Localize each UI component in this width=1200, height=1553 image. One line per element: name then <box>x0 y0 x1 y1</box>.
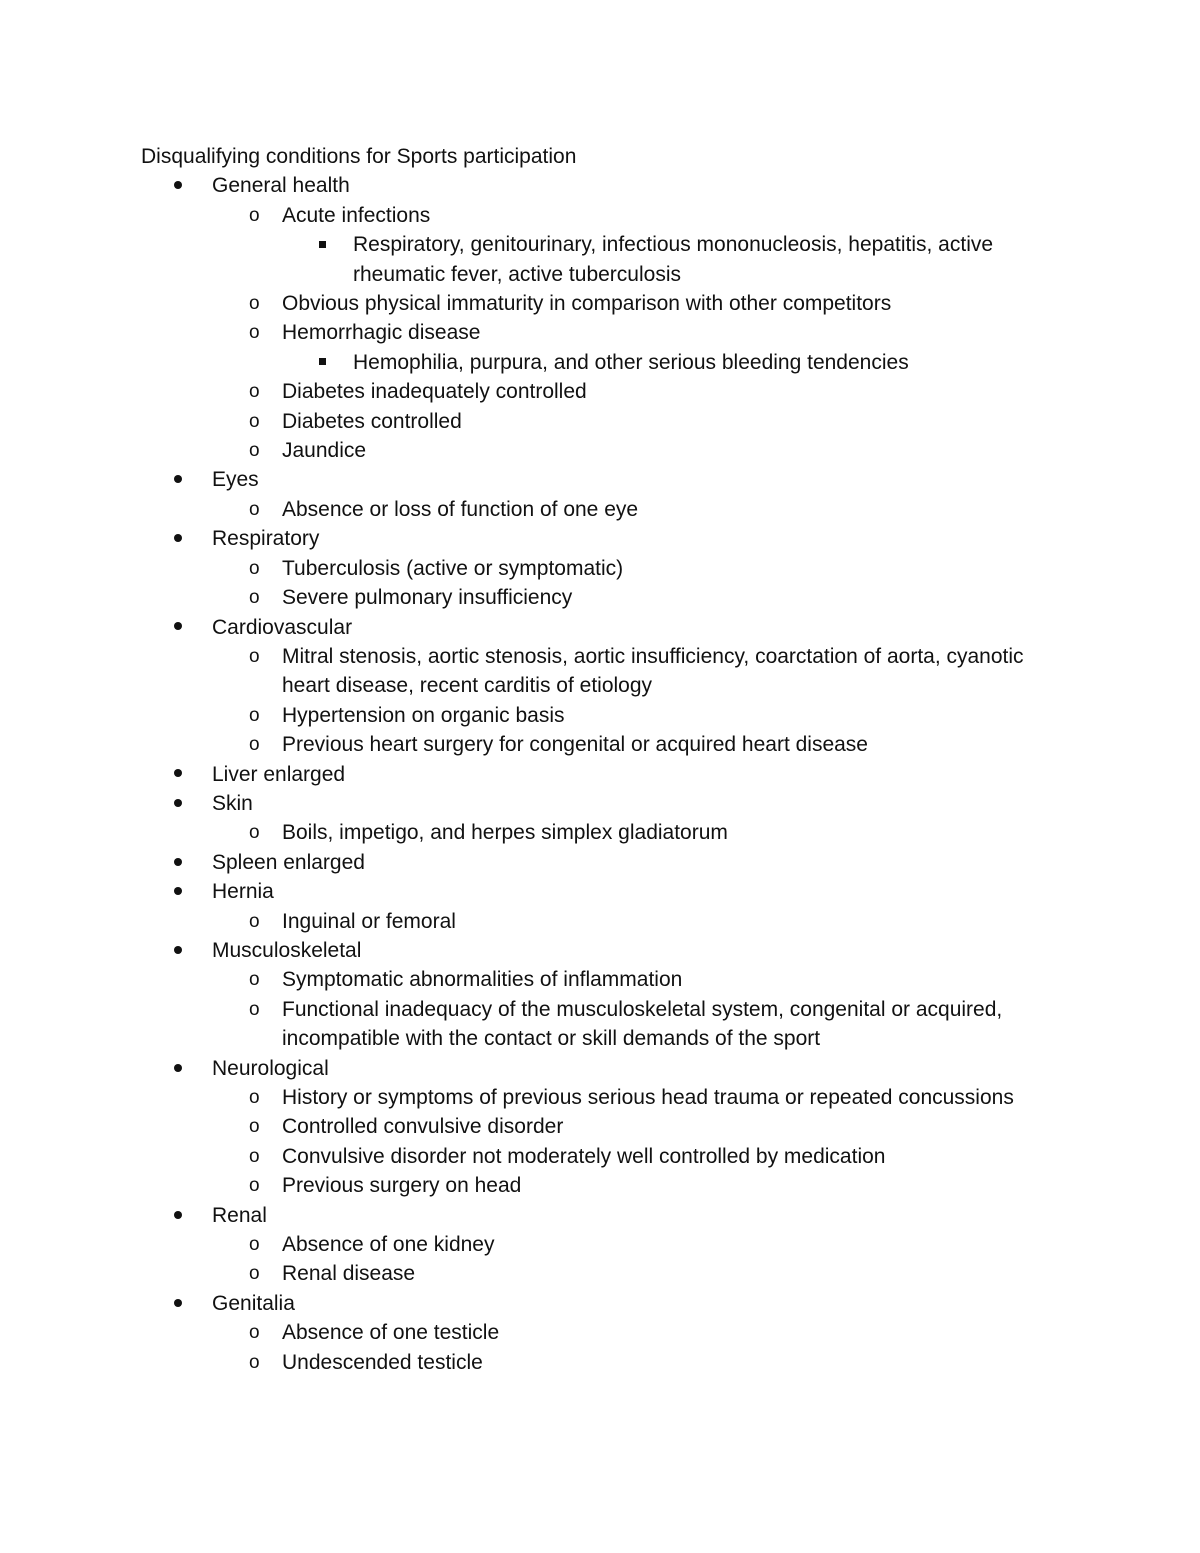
bullet-disc-icon <box>174 524 182 553</box>
list-item-text: Acute infections <box>282 203 431 227</box>
bullet-circle-icon <box>249 554 260 583</box>
bullet-circle-icon <box>249 995 260 1024</box>
list-item <box>141 1171 1071 1200</box>
list-item-text: Mitral stenosis, aortic stenosis, aortic insufficiency, coarctation of aorta, cyanotic heart disease, recent carditis of etiology <box>282 644 1024 698</box>
section-item-text: Neurological <box>212 1056 329 1080</box>
list-item-text: Previous heart surgery for congenital or acquired heart disease <box>282 733 868 757</box>
bullet-disc-icon <box>174 171 182 200</box>
section-item <box>141 465 1071 494</box>
bullet-disc-icon <box>174 613 182 642</box>
bullet-circle-icon <box>249 1083 260 1112</box>
section-item <box>141 936 1071 965</box>
list-item <box>141 436 1071 465</box>
list-item <box>141 965 1071 994</box>
list-item <box>141 318 1071 347</box>
section-item <box>141 613 1071 642</box>
list-item-text: Controlled convulsive disorder <box>282 1115 564 1139</box>
list-item <box>141 818 1071 847</box>
section-item <box>141 760 1071 789</box>
list-item <box>141 554 1071 583</box>
sub-list-item <box>141 348 1071 377</box>
section-item-text: Spleen enlarged <box>212 850 365 874</box>
sub-list-item-text: Respiratory, genitourinary, infectious mononucleosis, hepatitis, active rheumatic fever, active tuberculosis <box>353 233 994 286</box>
bullet-disc-icon <box>174 877 182 906</box>
section-item <box>141 877 1071 906</box>
section-item-text: Genitalia <box>212 1291 295 1315</box>
bullet-disc-icon <box>174 1289 182 1318</box>
list-item <box>141 1230 1071 1259</box>
bullet-circle-icon <box>249 201 260 230</box>
list-item-text: Hypertension on organic basis <box>282 703 565 727</box>
bullet-disc-icon <box>174 760 182 789</box>
bullet-disc-icon <box>174 465 182 494</box>
bullet-disc-icon <box>174 1054 182 1083</box>
list-item-text: History or symptoms of previous serious head trauma or repeated concussions <box>282 1086 1014 1109</box>
list-item-text: Absence of one testicle <box>282 1321 500 1345</box>
bullet-circle-icon <box>249 818 260 847</box>
section-item-text: Cardiovascular <box>212 615 353 639</box>
list-item <box>141 1318 1071 1347</box>
list-item <box>141 1142 1071 1171</box>
list-item-text: Renal disease <box>282 1262 416 1286</box>
list-item <box>141 407 1071 436</box>
list-item <box>141 1083 1071 1112</box>
section-item-text: Eyes <box>212 468 259 492</box>
list-item-text: Tuberculosis (active or symptomatic) <box>282 556 624 580</box>
section-item-text: Liver enlarged <box>212 762 346 786</box>
list-item <box>141 201 1071 230</box>
list-item-text: Inguinal or femoral <box>282 909 456 933</box>
list-item <box>141 730 1071 759</box>
section-item-text: General health <box>212 174 350 198</box>
list-item <box>141 642 1071 701</box>
section-item-text: Renal <box>212 1203 267 1227</box>
bullet-disc-icon <box>174 936 182 965</box>
list-item-text: Diabetes inadequately controlled <box>282 380 587 404</box>
list-item <box>141 701 1071 730</box>
bullet-square-icon <box>319 348 326 377</box>
list-item-text: Obvious physical immaturity in comparison with other competitors <box>282 292 892 316</box>
list-item-text: Previous surgery on head <box>282 1174 522 1198</box>
list-item-text: Boils, impetigo, and herpes simplex gladiatorum <box>282 821 728 845</box>
outline-list <box>141 171 1071 1377</box>
bullet-circle-icon <box>249 642 260 671</box>
bullet-circle-icon <box>249 1318 260 1347</box>
section-item <box>141 524 1071 553</box>
section-item <box>141 848 1071 877</box>
bullet-circle-icon <box>249 1348 260 1377</box>
section-item-text: Hernia <box>212 880 274 904</box>
section-item-text: Musculoskeletal <box>212 938 362 962</box>
bullet-circle-icon <box>249 701 260 730</box>
list-item-text: Convulsive disorder not moderately well controlled by medication <box>282 1144 886 1168</box>
list-item <box>141 1259 1071 1288</box>
section-item <box>141 1054 1071 1083</box>
bullet-circle-icon <box>249 289 260 318</box>
bullet-square-icon <box>319 230 326 259</box>
list-item <box>141 377 1071 406</box>
bullet-circle-icon <box>249 583 260 612</box>
document-body <box>141 142 1071 1377</box>
list-item-text: Jaundice <box>282 439 367 463</box>
bullet-circle-icon <box>249 730 260 759</box>
section-item-text: Respiratory <box>212 527 320 551</box>
bullet-circle-icon <box>249 1230 260 1259</box>
list-item-text: Absence or loss of function of one eye <box>282 497 639 521</box>
list-item <box>141 1348 1071 1377</box>
bullet-circle-icon <box>249 495 260 524</box>
bullet-disc-icon <box>174 848 182 877</box>
list-item <box>141 583 1071 612</box>
list-item-text: Undescended testicle <box>282 1350 483 1374</box>
list-item-text: Diabetes controlled <box>282 409 462 433</box>
list-item <box>141 907 1071 936</box>
bullet-disc-icon <box>174 1201 182 1230</box>
list-item <box>141 1112 1071 1141</box>
bullet-circle-icon <box>249 907 260 936</box>
list-item-text: Hemorrhagic disease <box>282 321 481 345</box>
bullet-circle-icon <box>249 1142 260 1171</box>
bullet-circle-icon <box>249 436 260 465</box>
list-item <box>141 495 1071 524</box>
bullet-circle-icon <box>249 1171 260 1200</box>
bullet-disc-icon <box>174 789 182 818</box>
list-item-text: Functional inadequacy of the musculoskeletal system, congenital or acquired, incompatible with the contact or skill demands of the sport <box>282 997 1003 1051</box>
bullet-circle-icon <box>249 318 260 347</box>
list-item-text: Severe pulmonary insufficiency <box>282 586 573 610</box>
bullet-circle-icon <box>249 1112 260 1141</box>
list-item-text: Symptomatic abnormalities of inflammation <box>282 968 683 992</box>
sub-list-item <box>141 230 1071 289</box>
list-item-text: Absence of one kidney <box>282 1233 495 1257</box>
list-item <box>141 995 1071 1054</box>
section-item <box>141 171 1071 200</box>
bullet-circle-icon <box>249 377 260 406</box>
section-item-text: Skin <box>212 791 253 815</box>
bullet-circle-icon <box>249 1259 260 1288</box>
section-item <box>141 1201 1071 1230</box>
document-title: Disqualifying conditions for Sports participation <box>141 145 577 168</box>
section-item <box>141 789 1071 818</box>
section-item <box>141 1289 1071 1318</box>
list-item <box>141 289 1071 318</box>
bullet-circle-icon <box>249 965 260 994</box>
sub-list-item-text: Hemophilia, purpura, and other serious bleeding tendencies <box>353 350 909 374</box>
bullet-circle-icon <box>249 407 260 436</box>
